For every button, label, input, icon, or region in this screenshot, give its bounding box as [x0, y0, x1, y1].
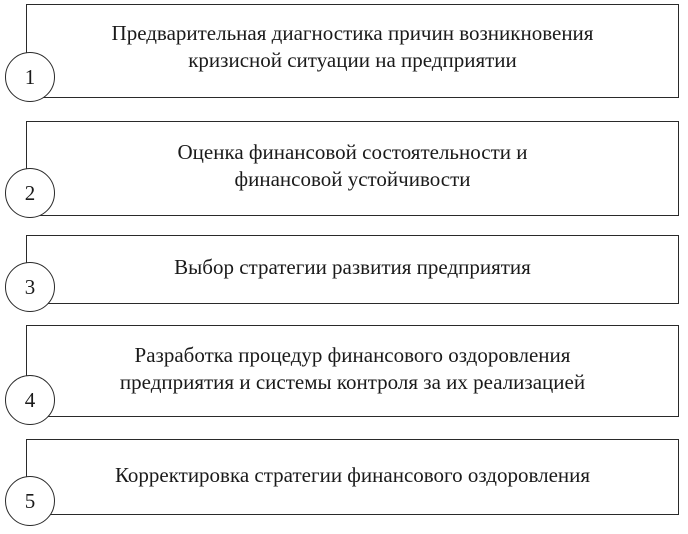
- step-number-3: 3: [5, 262, 55, 312]
- step-text-5: Корректировка стратегии финансового оздоровления: [114, 462, 591, 487]
- step-text-1: Предварительная диагностика причин возникновения кризисной ситуации на предприятии: [111, 21, 594, 72]
- step-box-4: [26, 325, 679, 417]
- step-box-2: [26, 121, 679, 216]
- step-box-5: [26, 439, 679, 515]
- step-text-4: Разработка процедур финансового оздоровления предприятия и системы контроля за их реализацией: [119, 343, 586, 394]
- step-number-4: 4: [5, 375, 55, 425]
- step-number-5: 5: [5, 476, 55, 526]
- step-text-3: Выбор стратегии развития предприятия: [174, 255, 531, 279]
- step-number-1: 1: [5, 52, 55, 102]
- step-number-2: 2: [5, 168, 55, 218]
- step-box-3: [26, 235, 679, 304]
- step-text-2: Оценка финансовой состоятельности и финансовой устойчивости: [177, 139, 528, 191]
- step-box-1: [26, 4, 679, 98]
